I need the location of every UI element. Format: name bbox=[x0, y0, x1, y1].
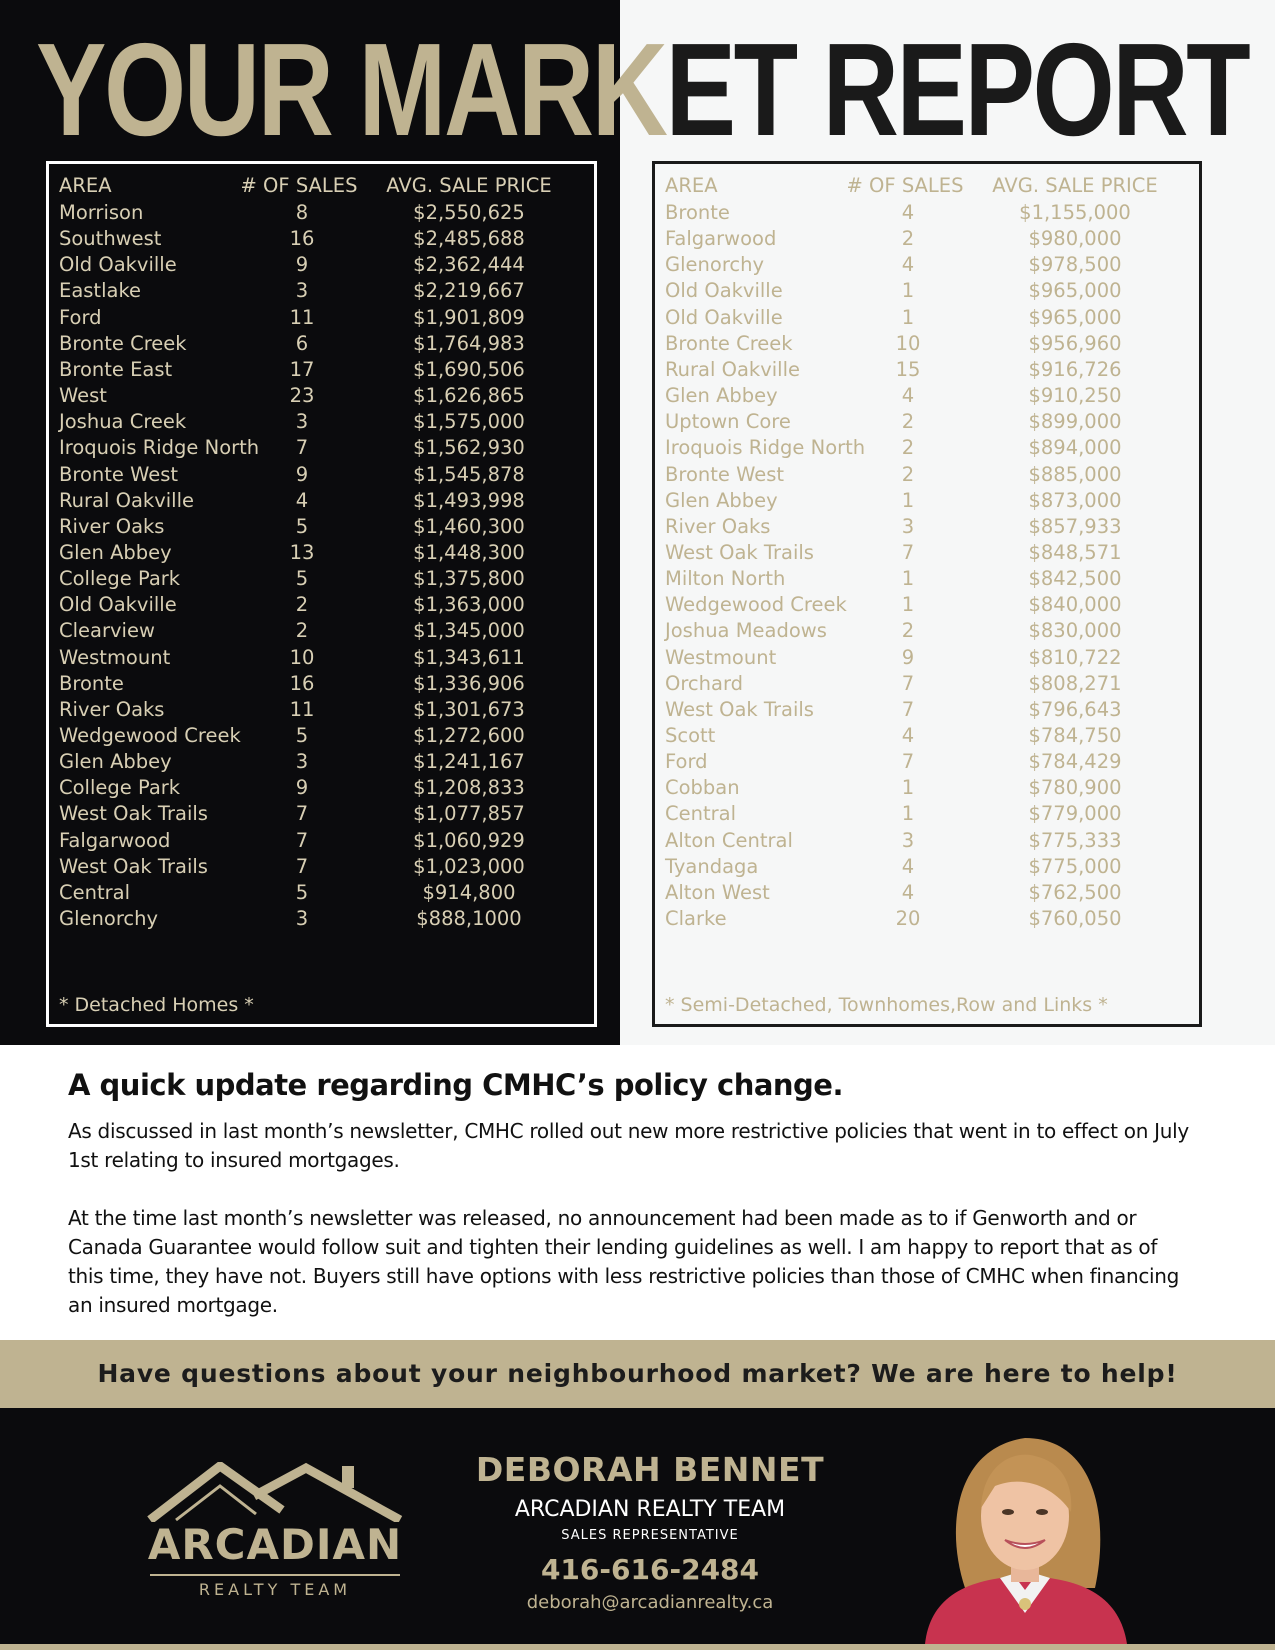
price-cell: $760,050 bbox=[1028, 907, 1122, 931]
area-cell: Glen Abbey bbox=[665, 384, 778, 408]
sales-cell: 3 bbox=[295, 750, 309, 774]
price-cell: $2,219,667 bbox=[413, 279, 525, 303]
sales-cell: 1 bbox=[901, 567, 915, 591]
table-row bbox=[665, 644, 1189, 671]
table-row bbox=[665, 304, 1189, 331]
area-cell: Joshua Creek bbox=[59, 410, 187, 434]
sales-cell: 2 bbox=[901, 410, 915, 434]
header-price: AVG. SALE PRICE bbox=[992, 174, 1158, 197]
table-row bbox=[665, 696, 1189, 723]
table-row bbox=[59, 277, 584, 304]
price-cell: $956,960 bbox=[1028, 331, 1122, 355]
sales-cell: 9 bbox=[901, 645, 915, 669]
article-heading: A quick update regarding CMHC’s policy change. bbox=[68, 1068, 843, 1102]
table-row bbox=[665, 434, 1189, 461]
area-cell: Clarke bbox=[665, 907, 727, 931]
sales-cell: 6 bbox=[295, 331, 309, 355]
table-row bbox=[59, 800, 584, 827]
area-cell: Bronte West bbox=[59, 462, 179, 486]
price-cell: $899,000 bbox=[1028, 410, 1122, 434]
price-cell: $762,500 bbox=[1028, 880, 1122, 904]
price-cell: $885,000 bbox=[1028, 462, 1122, 486]
sales-cell: 17 bbox=[289, 357, 315, 381]
sales-cell: 7 bbox=[295, 802, 309, 826]
sales-cell: 2 bbox=[295, 619, 309, 643]
table-row bbox=[59, 408, 584, 435]
table-row bbox=[665, 774, 1189, 801]
table-row bbox=[59, 905, 584, 932]
sales-cell: 5 bbox=[295, 880, 309, 904]
table-row bbox=[665, 853, 1189, 880]
area-cell: Glen Abbey bbox=[59, 540, 172, 564]
sales-cell: 10 bbox=[289, 645, 315, 669]
article-paragraph-1: As discussed in last month’s newsletter, CMHC rolled out new more restrictive policies that went in to effect on July 1st relating to insured mortgages. bbox=[68, 1119, 1189, 1172]
table-row bbox=[59, 356, 584, 383]
table-row bbox=[665, 722, 1189, 749]
table-row bbox=[665, 225, 1189, 252]
price-cell: $1,077,857 bbox=[413, 802, 525, 826]
table-row bbox=[59, 696, 584, 723]
area-cell: College Park bbox=[59, 776, 181, 800]
sales-cell: 4 bbox=[901, 384, 915, 408]
area-cell: Cobban bbox=[665, 776, 740, 800]
header-price: AVG. SALE PRICE bbox=[386, 174, 552, 197]
price-cell: $2,485,688 bbox=[413, 227, 525, 251]
price-cell: $840,000 bbox=[1028, 593, 1122, 617]
area-cell: River Oaks bbox=[59, 514, 165, 538]
price-cell: $965,000 bbox=[1028, 305, 1122, 329]
sales-cell: 1 bbox=[901, 305, 915, 329]
area-cell: Eastlake bbox=[59, 279, 142, 303]
sales-cell: 8 bbox=[295, 201, 309, 224]
sales-cell: 2 bbox=[295, 593, 309, 617]
price-cell: $1,272,600 bbox=[413, 724, 525, 747]
agent-role: SALES REPRESENTATIVE bbox=[561, 1528, 739, 1543]
sales-cell: 13 bbox=[289, 540, 315, 564]
area-cell: Bronte bbox=[665, 201, 730, 224]
table-row bbox=[665, 748, 1189, 775]
price-cell: $1,448,300 bbox=[413, 540, 525, 564]
sales-cell: 4 bbox=[295, 488, 309, 512]
sales-cell: 9 bbox=[295, 776, 309, 800]
area-cell: Central bbox=[59, 880, 131, 904]
area-cell: Falgarwood bbox=[59, 828, 171, 852]
area-cell: Westmount bbox=[59, 645, 171, 669]
area-cell: Glen Abbey bbox=[59, 750, 172, 774]
price-cell: $1,545,878 bbox=[413, 462, 525, 486]
sales-cell: 1 bbox=[901, 802, 915, 826]
table-row bbox=[59, 461, 584, 488]
sales-cell: 11 bbox=[289, 305, 315, 329]
area-cell: Bronte West bbox=[665, 462, 785, 486]
table-row bbox=[59, 539, 584, 566]
table-row bbox=[665, 487, 1189, 514]
table-row bbox=[59, 774, 584, 801]
area-cell: River Oaks bbox=[665, 514, 771, 538]
sales-cell: 1 bbox=[901, 593, 915, 617]
table-row bbox=[59, 225, 584, 252]
table-row bbox=[59, 827, 584, 854]
sales-cell: 2 bbox=[901, 462, 915, 486]
area-cell: West Oak Trails bbox=[665, 540, 814, 564]
table-row bbox=[665, 565, 1189, 592]
sales-cell: 3 bbox=[295, 279, 309, 303]
area-cell: Glenorchy bbox=[59, 907, 159, 931]
sales-cell: 10 bbox=[895, 331, 921, 355]
table-row bbox=[59, 199, 584, 226]
table-row bbox=[665, 461, 1189, 488]
area-cell: Old Oakville bbox=[665, 279, 783, 303]
area-cell: Orchard bbox=[665, 671, 744, 695]
table-row bbox=[665, 513, 1189, 540]
price-cell: $775,000 bbox=[1028, 854, 1122, 878]
table-row bbox=[59, 487, 584, 514]
table-row bbox=[59, 434, 584, 461]
price-cell: $780,900 bbox=[1028, 776, 1122, 800]
area-cell: College Park bbox=[59, 567, 181, 591]
area-cell: Bronte Creek bbox=[665, 331, 793, 355]
table-row bbox=[59, 879, 584, 906]
table-row bbox=[665, 277, 1189, 304]
area-cell: Tyandaga bbox=[665, 854, 759, 878]
agent-portrait bbox=[905, 1408, 1145, 1644]
sales-cell: 7 bbox=[901, 750, 915, 774]
area-cell: River Oaks bbox=[59, 697, 165, 721]
price-cell: $2,550,625 bbox=[413, 201, 525, 224]
area-cell: Joshua Meadows bbox=[665, 619, 827, 643]
price-cell: $830,000 bbox=[1028, 619, 1122, 643]
table-row bbox=[59, 330, 584, 357]
area-cell: Glen Abbey bbox=[665, 488, 778, 512]
price-cell: $808,271 bbox=[1028, 671, 1122, 695]
area-cell: Rural Oakville bbox=[59, 488, 194, 512]
sales-cell: 5 bbox=[295, 514, 309, 538]
table-header bbox=[665, 172, 1189, 199]
sales-cell: 5 bbox=[295, 724, 309, 747]
sales-cell: 7 bbox=[901, 540, 915, 564]
area-cell: West Oak Trails bbox=[59, 802, 208, 826]
area-cell: Bronte East bbox=[59, 357, 173, 381]
sales-cell: 4 bbox=[901, 253, 915, 277]
table-header bbox=[59, 172, 584, 199]
price-cell: $1,901,809 bbox=[413, 305, 525, 329]
title-part-dark: ET REPORT bbox=[665, 16, 1249, 163]
price-cell: $1,460,300 bbox=[413, 514, 525, 538]
table-row bbox=[665, 539, 1189, 566]
table-row bbox=[59, 617, 584, 644]
article-paragraph-2: At the time last month’s newsletter was released, no announcement had been made as to if Genworth and or Canada Guarantee would follow suit and tighten their lending guidelines as well. I am happy to report that as of this time, they have not. Buyers still have options with less restrictive policies than those of CMHC when financing an insured mortgage. bbox=[68, 1206, 1180, 1317]
price-cell: $978,500 bbox=[1028, 253, 1122, 277]
agent-email[interactable]: deborah@arcadianrealty.ca bbox=[526, 1592, 774, 1613]
sales-cell: 7 bbox=[295, 828, 309, 852]
area-cell: Rural Oakville bbox=[665, 357, 800, 381]
house-roof-icon bbox=[146, 1462, 404, 1522]
area-cell: Morrison bbox=[59, 201, 144, 224]
page-title bbox=[36, 16, 1249, 163]
price-cell: $857,933 bbox=[1028, 514, 1122, 538]
area-cell: West Oak Trails bbox=[665, 697, 814, 721]
area-cell: Wedgewood Creek bbox=[665, 593, 847, 617]
area-cell: Bronte bbox=[59, 671, 124, 695]
price-cell: $1,208,833 bbox=[413, 776, 525, 800]
agent-footer bbox=[0, 1408, 1275, 1644]
price-cell: $1,343,611 bbox=[413, 645, 525, 669]
price-cell: $1,575,000 bbox=[413, 410, 525, 434]
policy-article bbox=[68, 1065, 1198, 1349]
price-cell: $1,626,865 bbox=[413, 384, 525, 408]
price-cell: $914,800 bbox=[422, 880, 516, 904]
table-row bbox=[59, 565, 584, 592]
area-cell: West bbox=[59, 384, 107, 408]
table-row bbox=[665, 591, 1189, 618]
price-cell: $1,375,800 bbox=[413, 567, 525, 591]
header-sales: # OF SALES bbox=[240, 174, 358, 197]
price-cell: $1,690,506 bbox=[413, 357, 525, 381]
table-row bbox=[59, 722, 584, 749]
sales-cell: 23 bbox=[289, 384, 315, 408]
area-cell: Ford bbox=[59, 305, 102, 329]
price-cell: $1,345,000 bbox=[413, 619, 525, 643]
area-cell: Falgarwood bbox=[665, 227, 777, 251]
area-cell: Alton West bbox=[665, 880, 770, 904]
logo-wordmark: ARCADIAN bbox=[147, 1520, 403, 1569]
footer-gold-strip bbox=[0, 1644, 1275, 1650]
price-cell: $1,493,998 bbox=[413, 488, 525, 512]
price-cell: $842,500 bbox=[1028, 567, 1122, 591]
table-row bbox=[59, 304, 584, 331]
price-cell: $779,000 bbox=[1028, 802, 1122, 826]
sales-cell: 16 bbox=[289, 227, 315, 251]
table-row bbox=[59, 513, 584, 540]
area-cell: Clearview bbox=[59, 619, 155, 643]
table-row bbox=[59, 748, 584, 775]
sales-cell: 3 bbox=[901, 514, 915, 538]
price-cell: $1,336,906 bbox=[413, 671, 525, 695]
table-row bbox=[665, 879, 1189, 906]
area-cell: Uptown Core bbox=[665, 410, 791, 434]
header-sales: # OF SALES bbox=[846, 174, 964, 197]
semi-detached-table bbox=[652, 161, 1202, 1027]
table-row bbox=[665, 356, 1189, 383]
sales-cell: 2 bbox=[901, 436, 915, 460]
price-cell: $784,429 bbox=[1028, 750, 1122, 774]
price-cell: $1,023,000 bbox=[413, 854, 525, 878]
sales-cell: 7 bbox=[901, 671, 915, 695]
price-cell: $910,250 bbox=[1028, 384, 1122, 408]
table-row bbox=[665, 800, 1189, 827]
table-row bbox=[59, 591, 584, 618]
help-banner: Have questions about your neighbourhood market? We are here to help! bbox=[0, 1340, 1275, 1408]
table-row bbox=[665, 251, 1189, 278]
area-cell: Central bbox=[665, 802, 737, 826]
sales-cell: 4 bbox=[901, 854, 915, 878]
table-row bbox=[665, 382, 1189, 409]
sales-cell: 4 bbox=[901, 880, 915, 904]
area-cell: Old Oakville bbox=[59, 593, 177, 617]
area-cell: Alton Central bbox=[665, 828, 793, 852]
table-row bbox=[665, 827, 1189, 854]
sales-cell: 1 bbox=[901, 279, 915, 303]
sales-cell: 7 bbox=[901, 697, 915, 721]
logo-subtitle: REALTY TEAM bbox=[198, 1580, 352, 1599]
sales-cell: 9 bbox=[295, 253, 309, 277]
arcadian-logo bbox=[146, 1462, 404, 1600]
sales-cell: 2 bbox=[901, 619, 915, 643]
sales-cell: 7 bbox=[295, 854, 309, 878]
area-cell: Wedgewood Creek bbox=[59, 724, 241, 747]
sales-cell: 11 bbox=[289, 697, 315, 721]
detached-homes-table bbox=[46, 161, 597, 1027]
price-cell: $2,362,444 bbox=[413, 253, 525, 277]
area-cell: Bronte Creek bbox=[59, 331, 187, 355]
agent-phone[interactable]: 416-616-2484 bbox=[540, 1553, 760, 1586]
agent-contact bbox=[460, 1450, 840, 1616]
price-cell: $1,363,000 bbox=[413, 593, 525, 617]
sales-cell: 16 bbox=[289, 671, 315, 695]
agent-name: DEBORAH BENNET bbox=[475, 1450, 825, 1489]
sales-cell: 9 bbox=[295, 462, 309, 486]
price-cell: $894,000 bbox=[1028, 436, 1122, 460]
table-row bbox=[59, 644, 584, 671]
title-part-gold: YOUR MARK bbox=[36, 16, 666, 163]
sales-cell: 3 bbox=[295, 907, 309, 931]
detached-footnote: * Detached Homes * bbox=[59, 994, 254, 1016]
price-cell: $916,726 bbox=[1028, 357, 1122, 381]
area-cell: Iroquois Ridge North bbox=[59, 436, 260, 460]
sales-cell: 5 bbox=[295, 567, 309, 591]
sales-cell: 4 bbox=[901, 201, 915, 224]
table-row bbox=[665, 670, 1189, 697]
price-cell: $965,000 bbox=[1028, 279, 1122, 303]
price-cell: $1,060,929 bbox=[413, 828, 525, 852]
table-row bbox=[665, 905, 1189, 932]
price-cell: $784,750 bbox=[1028, 724, 1122, 747]
price-cell: $810,722 bbox=[1028, 645, 1122, 669]
table-row bbox=[665, 330, 1189, 357]
sales-cell: 1 bbox=[901, 488, 915, 512]
price-cell: $796,643 bbox=[1028, 697, 1122, 721]
area-cell: Glenorchy bbox=[665, 253, 765, 277]
price-cell: $1,155,000 bbox=[1019, 201, 1131, 224]
sales-cell: 15 bbox=[895, 357, 921, 381]
price-cell: $1,301,673 bbox=[413, 697, 525, 721]
semi-footnote: * Semi-Detached, Townhomes,Row and Links * bbox=[665, 994, 1108, 1016]
sales-cell: 3 bbox=[901, 828, 915, 852]
area-cell: Old Oakville bbox=[665, 305, 783, 329]
sales-cell: 20 bbox=[895, 907, 921, 931]
table-row bbox=[59, 382, 584, 409]
table-row bbox=[59, 853, 584, 880]
header-area: AREA bbox=[59, 174, 112, 197]
price-cell: $873,000 bbox=[1028, 488, 1122, 512]
sales-cell: 2 bbox=[901, 227, 915, 251]
price-cell: $980,000 bbox=[1028, 227, 1122, 251]
table-row bbox=[665, 408, 1189, 435]
sales-cell: 3 bbox=[295, 410, 309, 434]
table-row bbox=[665, 617, 1189, 644]
sales-cell: 1 bbox=[901, 776, 915, 800]
table-row bbox=[665, 199, 1189, 226]
area-cell: Old Oakville bbox=[59, 253, 177, 277]
area-cell: West Oak Trails bbox=[59, 854, 208, 878]
table-row bbox=[59, 251, 584, 278]
table-row bbox=[59, 670, 584, 697]
area-cell: Ford bbox=[665, 750, 708, 774]
area-cell: Scott bbox=[665, 724, 716, 747]
area-cell: Southwest bbox=[59, 227, 162, 251]
price-cell: $848,571 bbox=[1028, 540, 1122, 564]
price-cell: $888,1000 bbox=[416, 907, 522, 931]
price-cell: $1,764,983 bbox=[413, 331, 525, 355]
sales-cell: 4 bbox=[901, 724, 915, 747]
area-cell: Milton North bbox=[665, 567, 786, 591]
price-cell: $1,241,167 bbox=[413, 750, 525, 774]
header-area: AREA bbox=[665, 174, 718, 197]
area-cell: Westmount bbox=[665, 645, 777, 669]
price-cell: $1,562,930 bbox=[413, 436, 525, 460]
agent-team: ARCADIAN REALTY TEAM bbox=[514, 1497, 786, 1522]
price-cell: $775,333 bbox=[1028, 828, 1122, 852]
sales-cell: 7 bbox=[295, 436, 309, 460]
logo-divider bbox=[150, 1574, 400, 1576]
area-cell: Iroquois Ridge North bbox=[665, 436, 866, 460]
